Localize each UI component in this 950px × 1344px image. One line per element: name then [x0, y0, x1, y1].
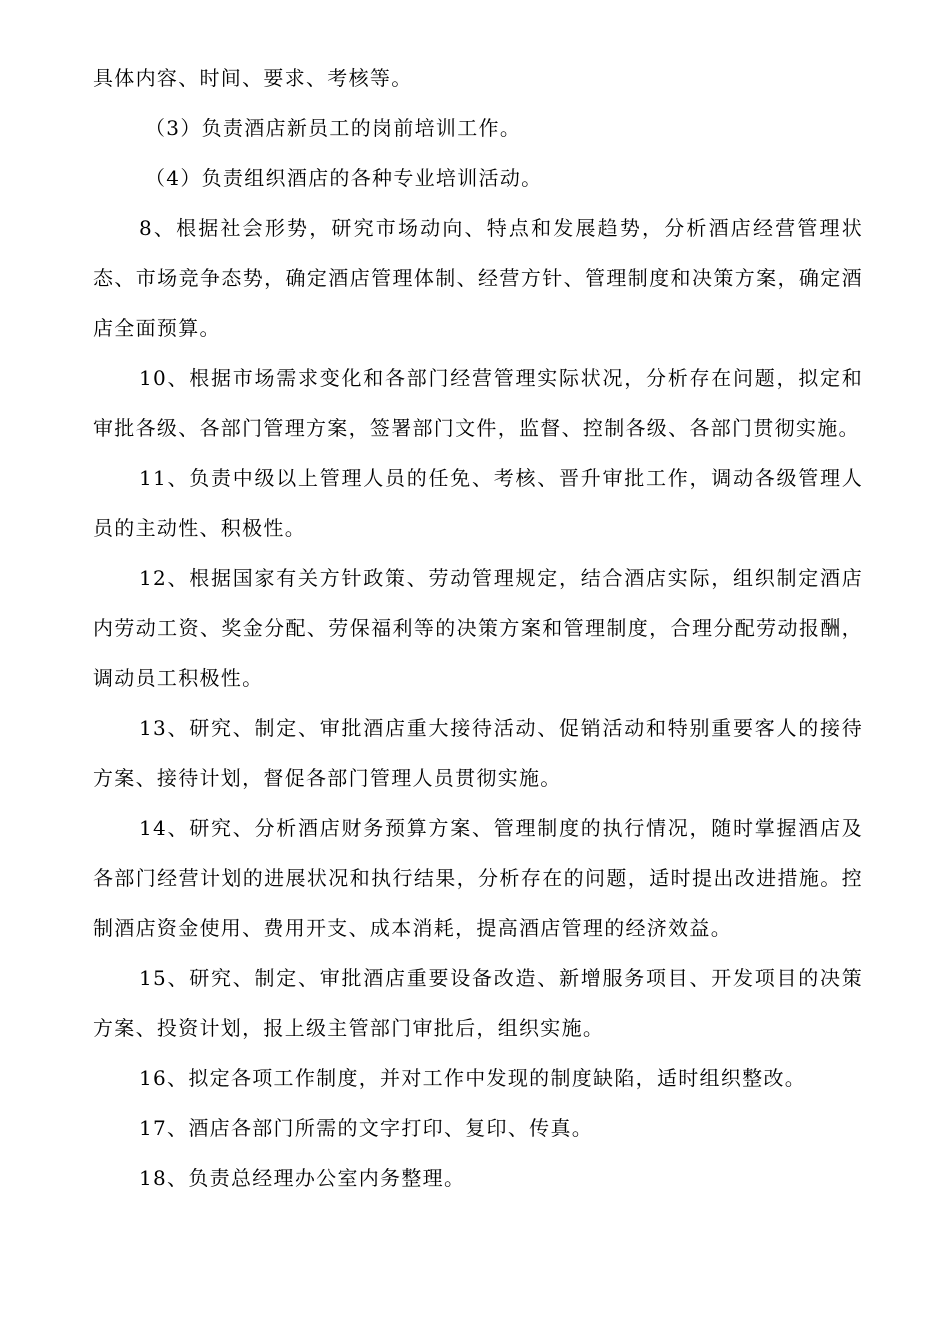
- paragraph-11: 11、负责中级以上管理人员的任免、考核、晋升审批工作，调动各级管理人员的主动性、积极性。: [93, 466, 863, 540]
- paragraph-17: 17、酒店各部门所需的文字打印、复印、传真。: [139, 1116, 594, 1140]
- paragraph-13: 13、研究、制定、审批酒店重大接待活动、促销活动和特别重要客人的接待方案、接待计划，督促各部门管理人员贯彻实施。: [93, 716, 863, 790]
- paragraph-15: 15、研究、制定、审批酒店重要设备改造、新增服务项目、开发项目的决策方案、投资计划，报上级主管部门审批后，组织实施。: [93, 966, 863, 1040]
- paragraph-continuation: 具体内容、时间、要求、考核等。: [93, 66, 413, 90]
- paragraph-8: 8、根据社会形势，研究市场动向、特点和发展趋势，分析酒店经营管理状态、市场竞争态势，确定酒店管理体制、经营方针、管理制度和决策方案，确定酒店全面预算。: [93, 216, 863, 340]
- paragraph-10: 10、根据市场需求变化和各部门经营管理实际状况，分析存在问题，拟定和审批各级、各部门管理方案，签署部门文件，监督、控制各级、各部门贯彻实施。: [93, 366, 863, 440]
- paragraph-14: 14、研究、分析酒店财务预算方案、管理制度的执行情况，随时掌握酒店及各部门经营计划的进展状况和执行结果，分析存在的问题，适时提出改进措施。控制酒店资金使用、费用开支、成本消耗，提高酒店管理的经济效益。: [93, 816, 863, 940]
- paragraph-item-3: （3）负责酒店新员工的岗前培训工作。: [145, 116, 522, 140]
- paragraph-18: 18、负责总经理办公室内务整理。: [139, 1166, 466, 1190]
- document-body: [93, 53, 863, 1203]
- paragraph-16: 16、拟定各项工作制度，并对工作中发现的制度缺陷，适时组织整改。: [139, 1066, 807, 1090]
- paragraph-12: 12、根据国家有关方针政策、劳动管理规定，结合酒店实际，组织制定酒店内劳动工资、奖金分配、劳保福利等的决策方案和管理制度，合理分配劳动报酬，调动员工积极性。: [93, 566, 863, 690]
- paragraph-item-4: （4）负责组织酒店的各种专业培训活动。: [145, 166, 543, 190]
